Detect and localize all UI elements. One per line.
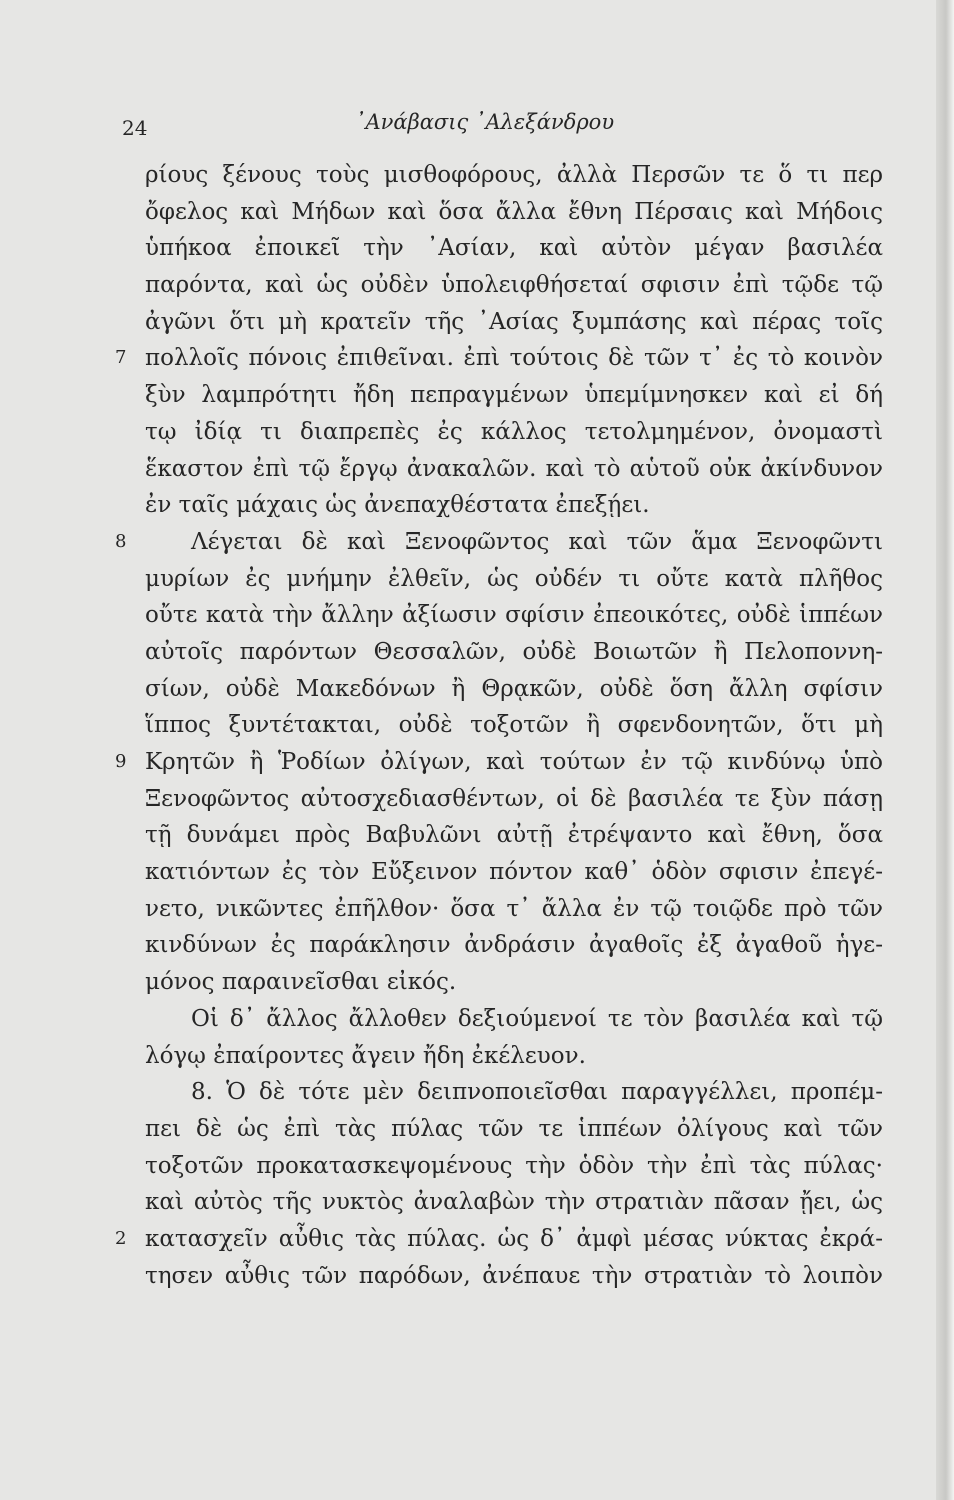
text-line [115, 340, 883, 377]
line-text: ἵππος ξυντέτακται, οὐδὲ τοξοτῶν ἢ σφενδονητῶν, ὅτι μὴ [145, 712, 883, 739]
line-text: αὐτοῖς παρόντων Θεσσαλῶν, οὐδὲ Βοιωτῶν ἢ Πελοποννη- [145, 638, 883, 665]
line-text: παρόντα, καὶ ὡς οὐδὲν ὑπολειφθήσεταί σφισιν ἐπὶ τῷδε τῷ [145, 272, 883, 299]
text-line [145, 1074, 883, 1111]
line-text: Οἱ δ᾿ ἄλλος ἄλλοθεν δεξιούμενοί τε τὸν βασιλέα καὶ τῷ [191, 1005, 883, 1032]
line-text: ὑπήκοα ἐποικεῖ τὴν ᾿Ασίαν, καὶ αὐτὸν μέγαν βασιλέα [145, 235, 883, 262]
margin-section-number: 9 [115, 751, 127, 772]
line-text: καὶ αὐτὸς τῆς νυκτὸς ἀναλαβὼν τὴν στρατιὰν πᾶσαν ᾔει, ὡς [145, 1189, 883, 1216]
text-line [145, 451, 883, 488]
line-text: πολλοῖς πόνοις ἐπιθεῖναι. ἐπὶ τούτοις δὲ τῶν τ᾿ ἐς τὸ κοινὸν [145, 345, 883, 372]
text-line [145, 707, 883, 744]
line-text: κατιόντων ἐς τὸν Εὔξεινον πόντον καθ᾿ ὁδὸν σφισιν ἐπεγέ- [145, 859, 883, 886]
line-text: οὔτε κατὰ τὴν ἄλλην ἀξίωσιν σφίσιν ἐπεοικότες, οὐδὲ ἱππέων [145, 602, 883, 629]
line-text: κινδύνων ἐς παράκλησιν ἀνδράσιν ἀγαθοῖς ἐξ ἀγαθοῦ ἡγε- [145, 932, 883, 959]
line-text: ξὺν λαμπρότητι ἤδη πεπραγμένων ὑπεμίμνησκεν καὶ εἰ δή [145, 382, 883, 409]
line-text: τῳ ἰδίᾳ τι διαπρεπὲς ἐς κάλλος τετολμημένον, ὀνομαστὶ [145, 418, 883, 445]
text-line [145, 194, 883, 231]
margin-section-number: 8 [115, 530, 127, 552]
line-text: ἀγῶνι ὅτι μὴ κρατεῖν τῆς ᾿Ασίας ξυμπάσης καὶ πέρας τοῖς [145, 308, 883, 335]
text-line [145, 1148, 883, 1185]
line-text: μόνος παραινεῖσθαι εἰκός. [145, 969, 457, 996]
text-line [145, 267, 883, 304]
line-text: Κρητῶν ἢ Ῥοδίων ὀλίγων, καὶ τούτων ἐν τῷ κινδύνῳ ὑπὸ [145, 749, 883, 775]
text-line [145, 414, 883, 451]
text-line [115, 1221, 883, 1258]
text-line [145, 304, 883, 341]
margin-section-number: 7 [115, 347, 127, 369]
body-text [115, 157, 883, 1294]
text-line [145, 157, 883, 194]
text-line [145, 487, 883, 524]
line-text: Λέγεται δὲ καὶ Ξενοφῶντος καὶ τῶν ἅμα Ξενοφῶντι [191, 528, 883, 555]
text-line [145, 634, 883, 671]
line-text: μυρίων ἐς μνήμην ἐλθεῖν, ὡς οὐδέν τι οὔτε κατὰ πλῆθος [145, 565, 883, 592]
margin-section-number: 2 [115, 1227, 127, 1249]
text-line [145, 377, 883, 414]
page-edge-shadow [936, 0, 954, 1500]
page-number: 24 [122, 116, 148, 140]
line-text: Ξενοφῶντος αὐτοσχεδιασθέντων, οἱ δὲ βασιλέα τε ξὺν πάσῃ [145, 785, 883, 812]
line-text: ρίους ξένους τοὺς μισθοφόρους, ἀλλὰ Περσῶν τε ὅ τι περ [145, 162, 883, 188]
line-text: νετο, νικῶντες ἐπῆλθον· ὅσα τ᾿ ἄλλα ἐν τῷ τοιῷδε πρὸ τῶν [145, 895, 883, 922]
line-text: λόγῳ ἐπαίροντες ἄγειν ἤδη ἐκέλευον. [145, 1042, 586, 1069]
text-line [145, 891, 883, 928]
line-text: ἐν ταῖς μάχαις ὡς ἀνεπαχθέστατα ἐπεξῄει. [145, 492, 650, 519]
running-head: ᾿Ανάβασις ᾿Αλεξάνδρου [355, 110, 615, 134]
text-line [145, 964, 883, 1001]
text-line [115, 524, 883, 561]
text-line [145, 671, 883, 708]
line-text: 8. Ὁ δὲ τότε μὲν δειπνοποιεῖσθαι παραγγέλλει, προπέμ- [191, 1079, 883, 1106]
line-text: τοξοτῶν προκατασκεψομένους τὴν ὁδὸν τὴν ἐπὶ τὰς πύλας· [145, 1152, 883, 1179]
text-line [145, 1258, 883, 1295]
text-line [145, 927, 883, 964]
text-line [145, 1001, 883, 1038]
line-text: τῇ δυνάμει πρὸς Βαβυλῶνι αὐτῇ ἐτρέψαντο καὶ ἔθνη, ὅσα [145, 822, 883, 849]
line-text: τησεν αὖθις τῶν παρόδων, ἀνέπαυε τὴν στρατιὰν τὸ λοιπὸν [145, 1262, 883, 1289]
text-line [145, 781, 883, 818]
text-line [145, 597, 883, 634]
line-text: πει δὲ ὡς ἐπὶ τὰς πύλας τῶν τε ἱππέων ὀλίγους καὶ τῶν [145, 1115, 883, 1142]
text-line [145, 561, 883, 598]
line-text: ὄφελος καὶ Μήδων καὶ ὅσα ἄλλα ἔθνη Πέρσαις καὶ Μήδοις [145, 198, 883, 225]
line-text: σίων, οὐδὲ Μακεδόνων ἢ Θρᾳκῶν, οὐδὲ ὅση ἄλλη σφίσιν [145, 675, 883, 702]
text-line [145, 230, 883, 267]
text-line [115, 744, 883, 781]
line-text: κατασχεῖν αὖθις τὰς πύλας. ὡς δ᾿ ἀμφὶ μέσας νύκτας ἐκρά- [145, 1225, 883, 1252]
text-line [145, 1111, 883, 1148]
text-line [145, 817, 883, 854]
text-line [145, 854, 883, 891]
line-text: ἕκαστον ἐπὶ τῷ ἔργῳ ἀνακαλῶν. καὶ τὸ αὑτοῦ οὐκ ἀκίνδυνον [145, 455, 883, 482]
text-line [145, 1038, 883, 1075]
text-line [145, 1184, 883, 1221]
